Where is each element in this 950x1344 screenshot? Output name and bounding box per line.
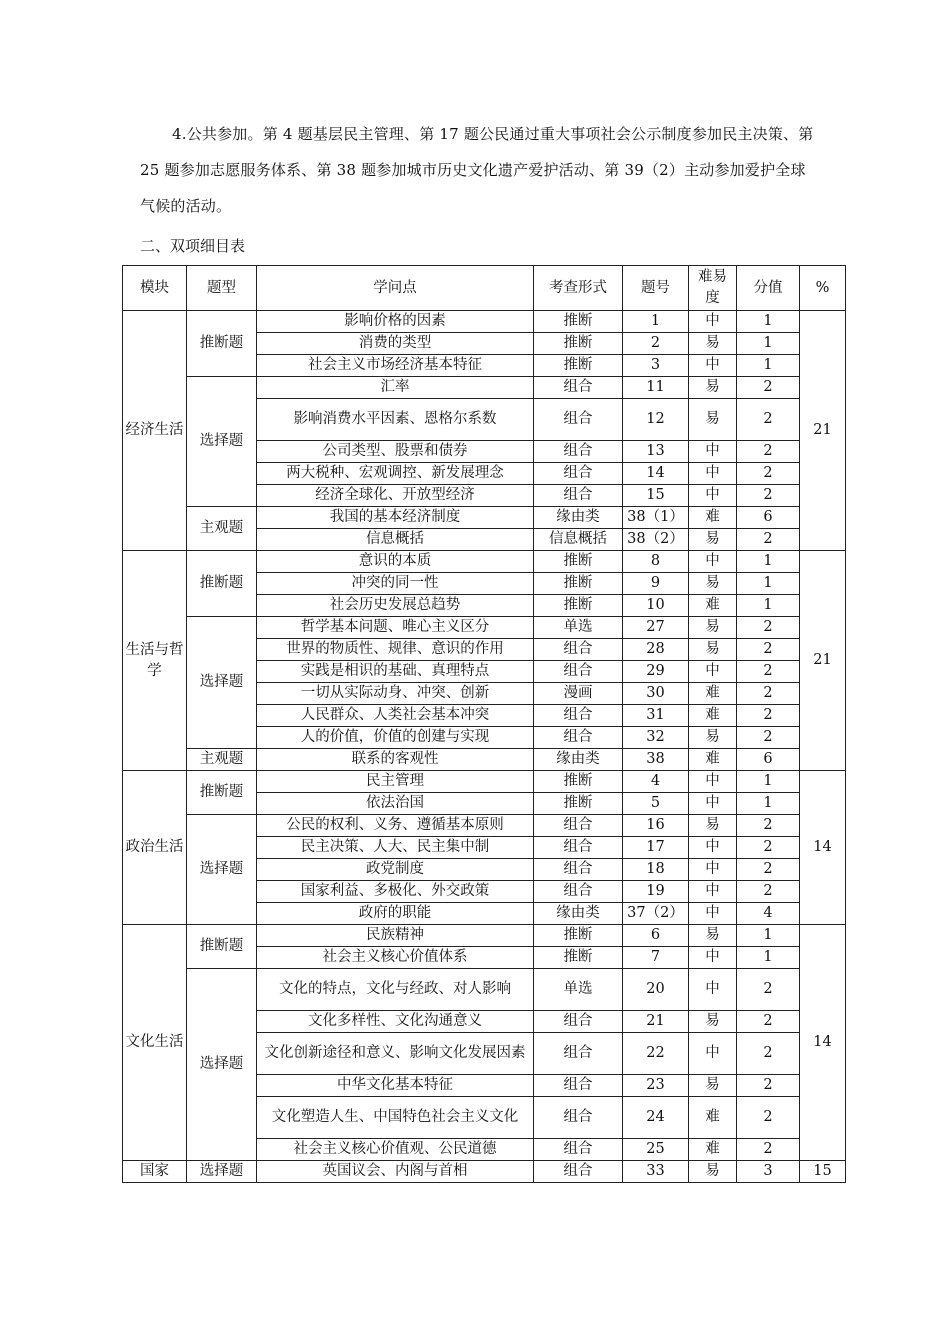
question-number-cell: 32 xyxy=(623,727,689,749)
score-cell: 1 xyxy=(737,925,800,947)
assessment-form-cell: 组合 xyxy=(534,1011,623,1033)
assessment-form-cell: 推断 xyxy=(534,595,623,617)
question-type-cell: 推断题 xyxy=(187,311,257,377)
knowledge-point-cell: 意识的本质 xyxy=(257,551,534,573)
assessment-form-cell: 组合 xyxy=(534,463,623,485)
difficulty-cell: 难 xyxy=(689,1139,737,1161)
percent-cell: 14 xyxy=(800,771,846,925)
difficulty-cell: 难 xyxy=(689,507,737,529)
assessment-form-cell: 组合 xyxy=(534,837,623,859)
difficulty-cell: 中 xyxy=(689,859,737,881)
knowledge-point-cell: 消费的类型 xyxy=(257,333,534,355)
question-number-cell: 5 xyxy=(623,793,689,815)
score-cell: 1 xyxy=(737,595,800,617)
question-number-cell: 15 xyxy=(623,485,689,507)
question-number-cell: 38 xyxy=(623,749,689,771)
module-cell: 政治生活 xyxy=(123,771,187,925)
question-type-cell: 主观题 xyxy=(187,507,257,551)
question-number-cell: 38（1） xyxy=(623,507,689,529)
score-cell: 2 xyxy=(737,1097,800,1139)
module-cell: 国家 xyxy=(123,1161,187,1183)
difficulty-cell: 难 xyxy=(689,683,737,705)
question-type-cell: 主观题 xyxy=(187,749,257,771)
knowledge-point-cell: 社会主义核心价值体系 xyxy=(257,947,534,969)
difficulty-cell: 中 xyxy=(689,881,737,903)
header-score: 分值 xyxy=(737,266,800,311)
table-row xyxy=(123,377,846,399)
knowledge-point-cell: 公民的权利、义务、遵循基本原则 xyxy=(257,815,534,837)
table-row xyxy=(123,771,846,793)
table-row xyxy=(123,815,846,837)
difficulty-cell: 易 xyxy=(689,399,737,441)
score-cell: 1 xyxy=(737,573,800,595)
question-number-cell: 1 xyxy=(623,311,689,333)
knowledge-point-cell: 影响价格的因素 xyxy=(257,311,534,333)
difficulty-cell: 易 xyxy=(689,727,737,749)
assessment-form-cell: 推断 xyxy=(534,333,623,355)
question-number-cell: 21 xyxy=(623,1011,689,1033)
assessment-form-cell: 组合 xyxy=(534,1097,623,1139)
assessment-form-cell: 组合 xyxy=(534,1075,623,1097)
knowledge-point-cell: 影响消费水平因素、恩格尔系数 xyxy=(257,399,534,441)
question-type-cell: 推断题 xyxy=(187,771,257,815)
knowledge-point-cell: 依法治国 xyxy=(257,793,534,815)
question-type-cell: 选择题 xyxy=(187,1161,257,1183)
score-cell: 2 xyxy=(737,859,800,881)
header-question-number: 题号 xyxy=(623,266,689,311)
percent-cell: 14 xyxy=(800,925,846,1161)
table-row xyxy=(123,507,846,529)
assessment-form-cell: 推断 xyxy=(534,793,623,815)
table-row xyxy=(123,925,846,947)
header-module: 模块 xyxy=(123,266,187,311)
score-cell: 1 xyxy=(737,551,800,573)
question-number-cell: 12 xyxy=(623,399,689,441)
question-type-cell: 推断题 xyxy=(187,551,257,617)
score-cell: 2 xyxy=(737,705,800,727)
header-assessment-form: 考查形式 xyxy=(534,266,623,311)
question-number-cell: 10 xyxy=(623,595,689,617)
table-header-row xyxy=(123,266,846,311)
question-number-cell: 22 xyxy=(623,1033,689,1075)
knowledge-point-cell: 文化塑造人生、中国特色社会主义文化 xyxy=(257,1097,534,1139)
section-heading: 二、双项细目表 xyxy=(140,237,246,255)
difficulty-cell: 中 xyxy=(689,661,737,683)
module-cell: 经济生活 xyxy=(123,311,187,551)
table-row xyxy=(123,749,846,771)
knowledge-point-cell: 文化创新途径和意义、影响文化发展因素 xyxy=(257,1033,534,1075)
difficulty-cell: 难 xyxy=(689,1097,737,1139)
question-number-cell: 25 xyxy=(623,1139,689,1161)
knowledge-point-cell: 政党制度 xyxy=(257,859,534,881)
difficulty-cell: 中 xyxy=(689,485,737,507)
difficulty-cell: 中 xyxy=(689,355,737,377)
difficulty-cell: 易 xyxy=(689,925,737,947)
difficulty-cell: 中 xyxy=(689,441,737,463)
question-number-cell: 4 xyxy=(623,771,689,793)
difficulty-cell: 中 xyxy=(689,837,737,859)
knowledge-point-cell: 冲突的同一性 xyxy=(257,573,534,595)
question-number-cell: 6 xyxy=(623,925,689,947)
question-number-cell: 33 xyxy=(623,1161,689,1183)
difficulty-cell: 易 xyxy=(689,333,737,355)
score-cell: 2 xyxy=(737,881,800,903)
assessment-form-cell: 推断 xyxy=(534,311,623,333)
assessment-form-cell: 单选 xyxy=(534,617,623,639)
difficulty-cell: 中 xyxy=(689,969,737,1011)
score-cell: 2 xyxy=(737,727,800,749)
difficulty-cell: 易 xyxy=(689,639,737,661)
score-cell: 2 xyxy=(737,377,800,399)
score-cell: 1 xyxy=(737,771,800,793)
assessment-form-cell: 组合 xyxy=(534,705,623,727)
assessment-form-cell: 组合 xyxy=(534,815,623,837)
question-number-cell: 9 xyxy=(623,573,689,595)
score-cell: 1 xyxy=(737,333,800,355)
question-number-cell: 13 xyxy=(623,441,689,463)
percent-cell: 21 xyxy=(800,551,846,771)
difficulty-cell: 中 xyxy=(689,903,737,925)
question-number-cell: 16 xyxy=(623,815,689,837)
table-row xyxy=(123,311,846,333)
score-cell: 4 xyxy=(737,903,800,925)
knowledge-point-cell: 文化的特点，文化与经政、对人影响 xyxy=(257,969,534,1011)
difficulty-cell: 易 xyxy=(689,1161,737,1183)
question-number-cell: 7 xyxy=(623,947,689,969)
score-cell: 2 xyxy=(737,1033,800,1075)
knowledge-point-cell: 哲学基本问题、唯心主义区分 xyxy=(257,617,534,639)
header-difficulty: 难易度 xyxy=(689,266,737,311)
assessment-form-cell: 漫画 xyxy=(534,683,623,705)
difficulty-cell: 易 xyxy=(689,573,737,595)
knowledge-point-cell: 政府的职能 xyxy=(257,903,534,925)
score-cell: 2 xyxy=(737,815,800,837)
question-number-cell: 29 xyxy=(623,661,689,683)
score-cell: 2 xyxy=(737,661,800,683)
header-percent: % xyxy=(800,266,846,311)
difficulty-cell: 易 xyxy=(689,377,737,399)
knowledge-point-cell: 联系的客观性 xyxy=(257,749,534,771)
table-row xyxy=(123,969,846,1011)
question-number-cell: 19 xyxy=(623,881,689,903)
score-cell: 2 xyxy=(737,617,800,639)
score-cell: 1 xyxy=(737,311,800,333)
question-number-cell: 17 xyxy=(623,837,689,859)
intro-paragraph: 4.公共参加。第 4 题基层民主管理、第 17 题公民通过重大事项社会公示制度参加民主决策、第 25 题参加志愿服务体系、第 38 题参加城市历史文化遗产爱护活动、第 39（2）主动参加爱护全球气候的活动。 xyxy=(140,125,814,215)
knowledge-point-cell: 人的价值，价值的创建与实现 xyxy=(257,727,534,749)
knowledge-point-cell: 实践是相识的基础、真理特点 xyxy=(257,661,534,683)
score-cell: 2 xyxy=(737,463,800,485)
assessment-form-cell: 单选 xyxy=(534,969,623,1011)
knowledge-point-cell: 国家利益、多极化、外交政策 xyxy=(257,881,534,903)
question-number-cell: 31 xyxy=(623,705,689,727)
difficulty-cell: 难 xyxy=(689,705,737,727)
knowledge-point-cell: 英国议会、内阁与首相 xyxy=(257,1161,534,1183)
question-number-cell: 24 xyxy=(623,1097,689,1139)
knowledge-point-cell: 经济全球化、开放型经济 xyxy=(257,485,534,507)
score-cell: 2 xyxy=(737,639,800,661)
difficulty-cell: 中 xyxy=(689,771,737,793)
knowledge-point-cell: 民主管理 xyxy=(257,771,534,793)
knowledge-point-cell: 社会历史发展总趋势 xyxy=(257,595,534,617)
percent-cell: 21 xyxy=(800,311,846,551)
knowledge-point-cell: 民主决策、人大、民主集中制 xyxy=(257,837,534,859)
assessment-form-cell: 缘由类 xyxy=(534,749,623,771)
difficulty-cell: 易 xyxy=(689,529,737,551)
score-cell: 1 xyxy=(737,947,800,969)
table-body xyxy=(123,311,846,1183)
score-cell: 2 xyxy=(737,1011,800,1033)
score-cell: 2 xyxy=(737,485,800,507)
two-way-specification-table xyxy=(122,265,846,1183)
assessment-form-cell: 信息概括 xyxy=(534,529,623,551)
score-cell: 2 xyxy=(737,1075,800,1097)
knowledge-point-cell: 两大税种、宏观调控、新发展理念 xyxy=(257,463,534,485)
question-number-cell: 28 xyxy=(623,639,689,661)
difficulty-cell: 中 xyxy=(689,463,737,485)
question-type-cell: 选择题 xyxy=(187,815,257,925)
assessment-form-cell: 组合 xyxy=(534,1139,623,1161)
question-number-cell: 11 xyxy=(623,377,689,399)
assessment-form-cell: 推断 xyxy=(534,551,623,573)
score-cell: 2 xyxy=(737,399,800,441)
difficulty-cell: 中 xyxy=(689,311,737,333)
difficulty-cell: 易 xyxy=(689,1011,737,1033)
question-type-cell: 选择题 xyxy=(187,377,257,507)
score-cell: 2 xyxy=(737,1139,800,1161)
knowledge-point-cell: 我国的基本经济制度 xyxy=(257,507,534,529)
score-cell: 1 xyxy=(737,793,800,815)
assessment-form-cell: 推断 xyxy=(534,771,623,793)
score-cell: 1 xyxy=(737,355,800,377)
knowledge-point-cell: 一切从实际动身、冲突、创新 xyxy=(257,683,534,705)
percent-cell: 15 xyxy=(800,1161,846,1183)
difficulty-cell: 中 xyxy=(689,947,737,969)
question-number-cell: 18 xyxy=(623,859,689,881)
difficulty-cell: 难 xyxy=(689,595,737,617)
assessment-form-cell: 组合 xyxy=(534,441,623,463)
module-cell: 文化生活 xyxy=(123,925,187,1161)
question-type-cell: 推断题 xyxy=(187,925,257,969)
assessment-form-cell: 组合 xyxy=(534,399,623,441)
score-cell: 2 xyxy=(737,683,800,705)
module-cell: 生活与哲学 xyxy=(123,551,187,771)
assessment-form-cell: 组合 xyxy=(534,859,623,881)
question-number-cell: 23 xyxy=(623,1075,689,1097)
score-cell: 6 xyxy=(737,507,800,529)
difficulty-cell: 中 xyxy=(689,1033,737,1075)
score-cell: 3 xyxy=(737,1161,800,1183)
score-cell: 6 xyxy=(737,749,800,771)
difficulty-cell: 中 xyxy=(689,551,737,573)
knowledge-point-cell: 中华文化基本特征 xyxy=(257,1075,534,1097)
difficulty-cell: 易 xyxy=(689,617,737,639)
table-row xyxy=(123,551,846,573)
knowledge-point-cell: 社会主义核心价值观、公民道德 xyxy=(257,1139,534,1161)
question-type-cell: 选择题 xyxy=(187,969,257,1161)
question-number-cell: 3 xyxy=(623,355,689,377)
header-knowledge-point: 学问点 xyxy=(257,266,534,311)
assessment-form-cell: 组合 xyxy=(534,485,623,507)
question-number-cell: 38（2） xyxy=(623,529,689,551)
assessment-form-cell: 缘由类 xyxy=(534,507,623,529)
score-cell: 2 xyxy=(737,837,800,859)
difficulty-cell: 难 xyxy=(689,749,737,771)
table-row xyxy=(123,617,846,639)
header-type: 题型 xyxy=(187,266,257,311)
difficulty-cell: 易 xyxy=(689,815,737,837)
assessment-form-cell: 推断 xyxy=(534,355,623,377)
knowledge-point-cell: 汇率 xyxy=(257,377,534,399)
assessment-form-cell: 推断 xyxy=(534,925,623,947)
assessment-form-cell: 组合 xyxy=(534,639,623,661)
assessment-form-cell: 组合 xyxy=(534,727,623,749)
knowledge-point-cell: 公司类型、股票和债券 xyxy=(257,441,534,463)
assessment-form-cell: 推断 xyxy=(534,947,623,969)
table-row xyxy=(123,1161,846,1183)
assessment-form-cell: 组合 xyxy=(534,1033,623,1075)
score-cell: 2 xyxy=(737,441,800,463)
question-number-cell: 8 xyxy=(623,551,689,573)
knowledge-point-cell: 文化多样性、文化沟通意义 xyxy=(257,1011,534,1033)
question-number-cell: 2 xyxy=(623,333,689,355)
knowledge-point-cell: 社会主义市场经济基本特征 xyxy=(257,355,534,377)
assessment-form-cell: 组合 xyxy=(534,377,623,399)
question-number-cell: 30 xyxy=(623,683,689,705)
score-cell: 2 xyxy=(737,969,800,1011)
question-number-cell: 37（2） xyxy=(623,903,689,925)
assessment-form-cell: 推断 xyxy=(534,573,623,595)
question-number-cell: 20 xyxy=(623,969,689,1011)
knowledge-point-cell: 民族精神 xyxy=(257,925,534,947)
question-number-cell: 14 xyxy=(623,463,689,485)
knowledge-point-cell: 世界的物质性、规律、意识的作用 xyxy=(257,639,534,661)
assessment-form-cell: 组合 xyxy=(534,661,623,683)
difficulty-cell: 易 xyxy=(689,1075,737,1097)
knowledge-point-cell: 人民群众、人类社会基本冲突 xyxy=(257,705,534,727)
knowledge-point-cell: 信息概括 xyxy=(257,529,534,551)
assessment-form-cell: 缘由类 xyxy=(534,903,623,925)
question-number-cell: 27 xyxy=(623,617,689,639)
assessment-form-cell: 组合 xyxy=(534,1161,623,1183)
difficulty-cell: 中 xyxy=(689,793,737,815)
score-cell: 2 xyxy=(737,529,800,551)
question-type-cell: 选择题 xyxy=(187,617,257,749)
assessment-form-cell: 组合 xyxy=(534,881,623,903)
